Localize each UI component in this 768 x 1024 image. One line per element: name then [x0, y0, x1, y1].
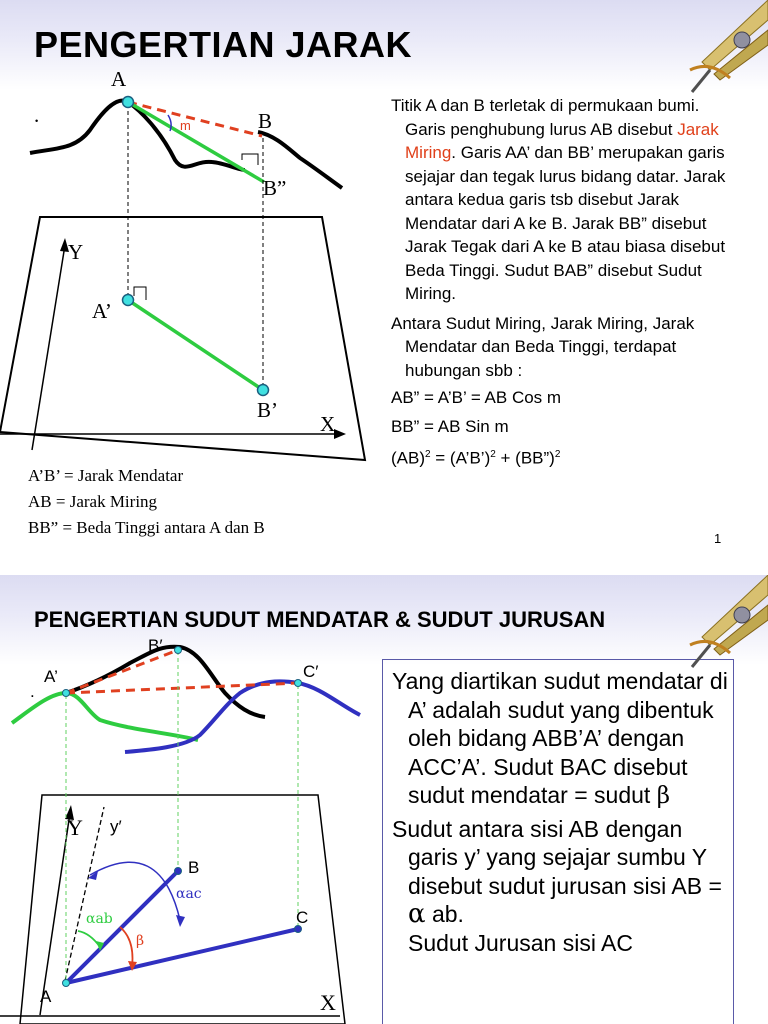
- label-y: Y: [68, 240, 84, 264]
- terrain-profile-1: [30, 100, 245, 170]
- point-b1: [258, 385, 269, 396]
- paragraph-2-3: Sudut Jurusan sisi AC: [408, 929, 634, 956]
- label-b-2: B: [188, 858, 200, 877]
- slide-2-title: PENGERTIAN SUDUT MENDATAR & SUDUT JURUSAN: [34, 607, 606, 632]
- label-b1: B’: [257, 398, 278, 422]
- angle-m-arc: [168, 115, 171, 131]
- label-a: A: [111, 67, 127, 91]
- jarak-miring-term: Jarak Miring: [405, 119, 719, 162]
- point-b1-2: [175, 647, 182, 654]
- alpha-ac-arrow-start: [88, 871, 98, 880]
- line-ab2: [128, 102, 264, 182]
- line-a1-b1: [66, 650, 178, 693]
- line-ac: [66, 929, 298, 983]
- slide-gap: [0, 555, 768, 575]
- point-a1-2: [63, 690, 70, 697]
- label-alpha-ab: αab: [86, 911, 113, 927]
- paragraph-1: Titik A dan B terletak di permukaan bumi. Garis penghubung lurus AB disebut Jarak Miring. Garis AA’ dan BB’ merupakan garis sejajar dan tegak lurus bidang datar. Jarak antara kedua garis tsb disebut Jarak Mendatar dari A ke B. Jarak BB” disebut Jarak Tegak dari A ke B atau biasa disebut Beda Tinggi. Sudut BAB” disebut Sudut Miring.: [391, 96, 726, 303]
- point-a-2: [63, 980, 70, 987]
- label-alpha-ac: αac: [176, 886, 202, 902]
- paragraph-2: Antara Sudut Miring, Jarak Miring, Jarak Mendatar dan Beda Tinggi, terdapat hubungan sbb :: [391, 313, 695, 380]
- dot-marker-2: .: [30, 682, 35, 701]
- legend-line-3: BB” = Beda Tinggi antara A dan B: [28, 518, 265, 537]
- equation-3: (AB)$^2$ = (A’B’)$^2$ + (BB”)$^2$: [391, 448, 561, 468]
- label-c1-2: C′: [303, 662, 319, 681]
- legend-line-1: A’B’ = Jarak Mendatar: [28, 466, 184, 485]
- horizontal-distance-line: [128, 300, 263, 390]
- alpha-ac-arrow: [176, 915, 185, 927]
- paragraph-2-2: Sudut antara sisi AB dengan garis y’ yang sejajar sumbu Y disebut sudut jurusan sisi AB = α ab.: [392, 815, 722, 929]
- legend-line-2: AB = Jarak Miring: [28, 492, 158, 511]
- angle-diagram: [0, 575, 382, 1024]
- x-axis-arrow: [334, 429, 346, 439]
- paragraph-2-1: Yang diartikan sudut mendatar di A’ adalah sudut yang dibentuk oleh bidang ABB’A’ dengan ACC’A’. Sudut BAC disebut sudut mendatar = sudut β: [392, 668, 728, 809]
- label-c-2: C: [296, 908, 309, 927]
- label-y1: y′: [110, 817, 122, 836]
- label-b1-2: B′: [148, 636, 163, 655]
- drafting-tool-icon: [680, 0, 768, 100]
- y-axis: [32, 245, 65, 450]
- horizontal-plane: [0, 217, 365, 460]
- equation-2: BB” = AB Sin m: [391, 416, 509, 436]
- point-c1-2: [295, 680, 302, 687]
- label-y-2: Y: [67, 815, 83, 840]
- point-a: [123, 97, 134, 108]
- point-a1: [123, 295, 134, 306]
- slide-2-text: [392, 667, 728, 957]
- page-number: 1: [714, 531, 722, 546]
- label-a-2: A: [40, 987, 52, 1006]
- slide-1-text: [391, 94, 731, 470]
- line-ab: [66, 871, 178, 983]
- point-b-2: [175, 868, 182, 875]
- equation-1: AB” = A’B’ = AB Cos m: [391, 388, 562, 407]
- line-a1-c1: [66, 683, 298, 693]
- drafting-tool-icon-2: [680, 575, 768, 675]
- dot-marker: .: [34, 103, 40, 127]
- terrain-blue: [125, 681, 360, 752]
- label-b2: B”: [263, 176, 287, 200]
- beta-arc: [120, 927, 133, 967]
- label-a1-2: A’: [44, 667, 58, 686]
- slide-2: [0, 575, 768, 1024]
- alpha-ab-arc: [78, 931, 100, 947]
- label-a1: A’: [92, 299, 112, 323]
- right-angle-marker-b2: [242, 154, 258, 165]
- label-beta: β: [136, 933, 145, 949]
- label-b: B: [258, 109, 273, 133]
- slide-1-title: PENGERTIAN JARAK: [34, 24, 413, 65]
- legend: [28, 463, 265, 541]
- terrain-green: [12, 693, 198, 740]
- label-x-2: X: [320, 990, 336, 1015]
- label-m: m: [180, 118, 191, 133]
- label-x: X: [320, 412, 336, 436]
- right-angle-marker-a1: [134, 287, 146, 300]
